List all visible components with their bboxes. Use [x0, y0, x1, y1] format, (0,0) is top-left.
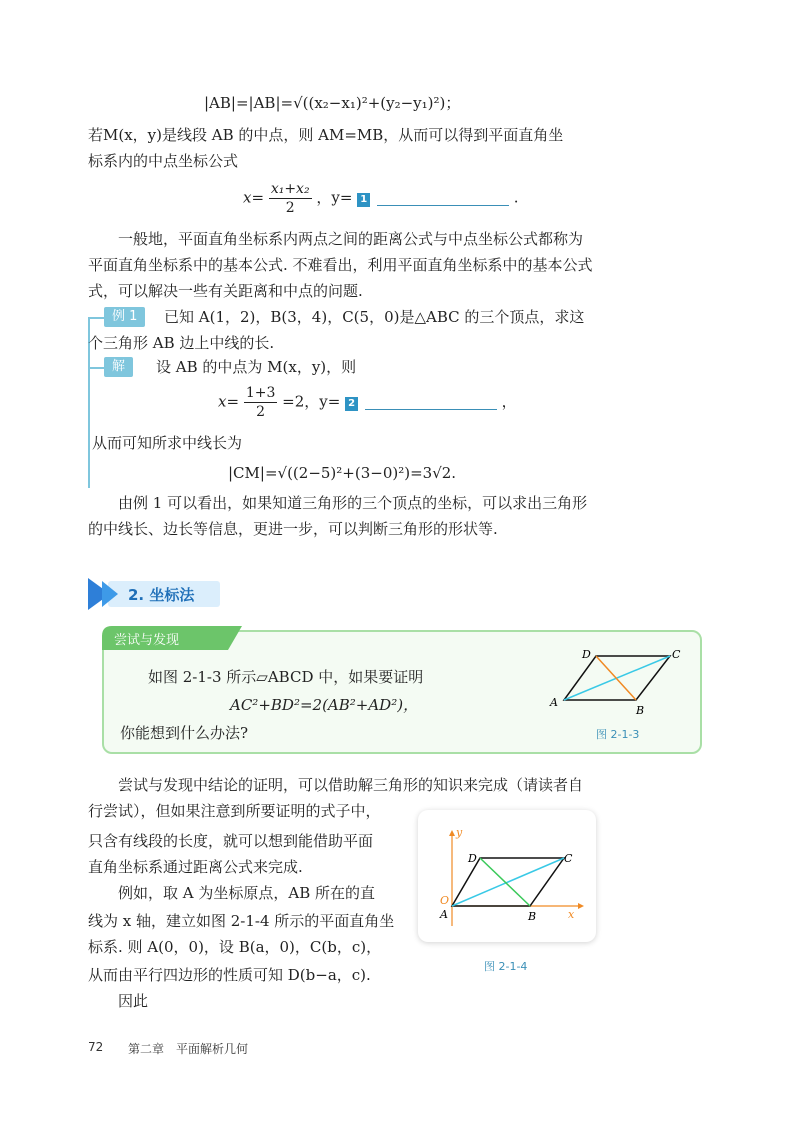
midpoint-paragraph-line-2: 标系内的中点坐标公式	[88, 152, 239, 170]
example2-line-3: 标系. 则 A(0，0)，设 B(a，0)，C(b，c)，	[88, 938, 382, 956]
solution-fraction: $\frac{1+3}{2}$	[245, 385, 276, 420]
label-b: B	[636, 704, 645, 717]
solution-formula: x= $\frac{1+3}{2}$ =2，y= 2 ，	[218, 385, 517, 420]
label-d: D	[468, 852, 477, 865]
label-c: C	[564, 852, 573, 865]
conclusion-line-1: 由例 1 可以看出，如果知道三角形的三个顶点的坐标，可以求出三角形	[118, 494, 588, 512]
label-y: y	[456, 826, 463, 839]
example-tag-connector	[88, 317, 104, 319]
solution-tag-connector	[88, 367, 104, 369]
midpoint-formula: x= $\frac{\text{x₁+x₂}}{2}$ ，y= 1 .	[243, 181, 519, 216]
solution-line-2: 从而可知所求中线长为	[92, 434, 243, 452]
solution-line-1: 设 AB 的中点为 M(x，y)，则	[156, 358, 357, 376]
example-text-line-1: 已知 A(1，2)，B(3，4)，C(5，0)是△ABC 的三个顶点，求这	[164, 308, 585, 326]
diagonal-bd	[596, 656, 636, 700]
y-axis-arrow	[449, 830, 455, 836]
figure-2-1-4	[418, 810, 596, 942]
example2-line-4: 从而由平行四边形的性质可知 D(b−a，c).	[88, 966, 371, 984]
general-paragraph-line-2: 平面直角坐标系中的基本公式. 不难看出，利用平面直角坐标系中的基本公式	[88, 256, 593, 274]
try-paragraph-line-4: 直角坐标系通过距离公式来完成.	[88, 858, 303, 876]
chapter-label: 第二章	[128, 1042, 165, 1056]
section-title: 2. 坐标法	[128, 586, 195, 604]
conclusion-line-2: 的中线长、边长等信息，更进一步，可以判断三角形的形状等.	[88, 520, 498, 538]
fill-in-blank-2[interactable]	[365, 393, 497, 410]
label-a: A	[550, 696, 558, 709]
example2-line-2: 线为 x 轴，建立如图 2-1-4 所示的平面直角坐	[88, 912, 395, 930]
try-discover-tab-label: 尝试与发现	[114, 633, 180, 648]
figure-2-1-3-caption: 图 2-1-3	[596, 728, 640, 741]
try-paragraph-line-3: 只含有线段的长度，就可以想到能借助平面	[88, 832, 374, 850]
figure-2-1-4-caption: 图 2-1-4	[484, 960, 528, 973]
blank-number-badge: 1	[357, 193, 370, 207]
solution-tag: 解	[104, 357, 133, 377]
page-number: 72	[88, 1040, 104, 1054]
fill-in-blank-1[interactable]	[377, 189, 509, 206]
label-b: B	[528, 910, 537, 923]
general-paragraph-line-1: 一般地，平面直角坐标系内两点之间的距离公式与中点坐标公式都称为	[118, 230, 584, 248]
label-c: C	[672, 648, 681, 661]
label-o: O	[440, 894, 450, 907]
try-formula: AC²+BD²=2(AB²+AD²)，	[230, 696, 419, 714]
example-text-line-2: 个三角形 AB 边上中线的长.	[88, 334, 275, 352]
midpoint-paragraph-line-1: 若M(x，y)是线段 AB 的中点，则 AM=MB，从而可以得到平面直角坐	[88, 126, 564, 144]
label-d: D	[582, 648, 591, 661]
try-paragraph-line-2: 行尝试），但如果注意到所要证明的式子中，	[88, 802, 381, 820]
therefore-text: 因此	[118, 992, 149, 1010]
distance-formula: |AB|=|AB|=√((x₂−x₁)²+(y₂−y₁)²)；	[204, 94, 461, 112]
label-x: x	[568, 908, 575, 921]
try-line-2: 你能想到什么办法?	[120, 724, 249, 742]
figure-2-1-3	[548, 644, 698, 720]
example2-line-1: 例如，取 A 为坐标原点，AB 所在的直	[118, 884, 375, 902]
label-a: A	[440, 908, 448, 921]
try-line-1: 如图 2-1-3 所示▱ABCD 中，如果要证明	[148, 668, 424, 686]
try-paragraph-line-1: 尝试与发现中结论的证明，可以借助解三角形的知识来完成（请读者自	[118, 776, 584, 794]
blank-number-badge: 2	[345, 397, 358, 411]
solution-result: |CM|=√((2−5)²+(3−0)²)=3√2.	[228, 464, 457, 482]
midpoint-fraction: $\frac{\text{x₁+x₂}}{2}$	[270, 181, 310, 216]
diagonal-bd	[480, 858, 530, 906]
chapter-title: 平面解析几何	[176, 1042, 249, 1056]
x-axis-arrow	[578, 903, 584, 909]
example-tag: 例 1	[104, 307, 145, 327]
general-paragraph-line-3: 式，可以解决一些有关距离和中点的问题.	[88, 282, 363, 300]
